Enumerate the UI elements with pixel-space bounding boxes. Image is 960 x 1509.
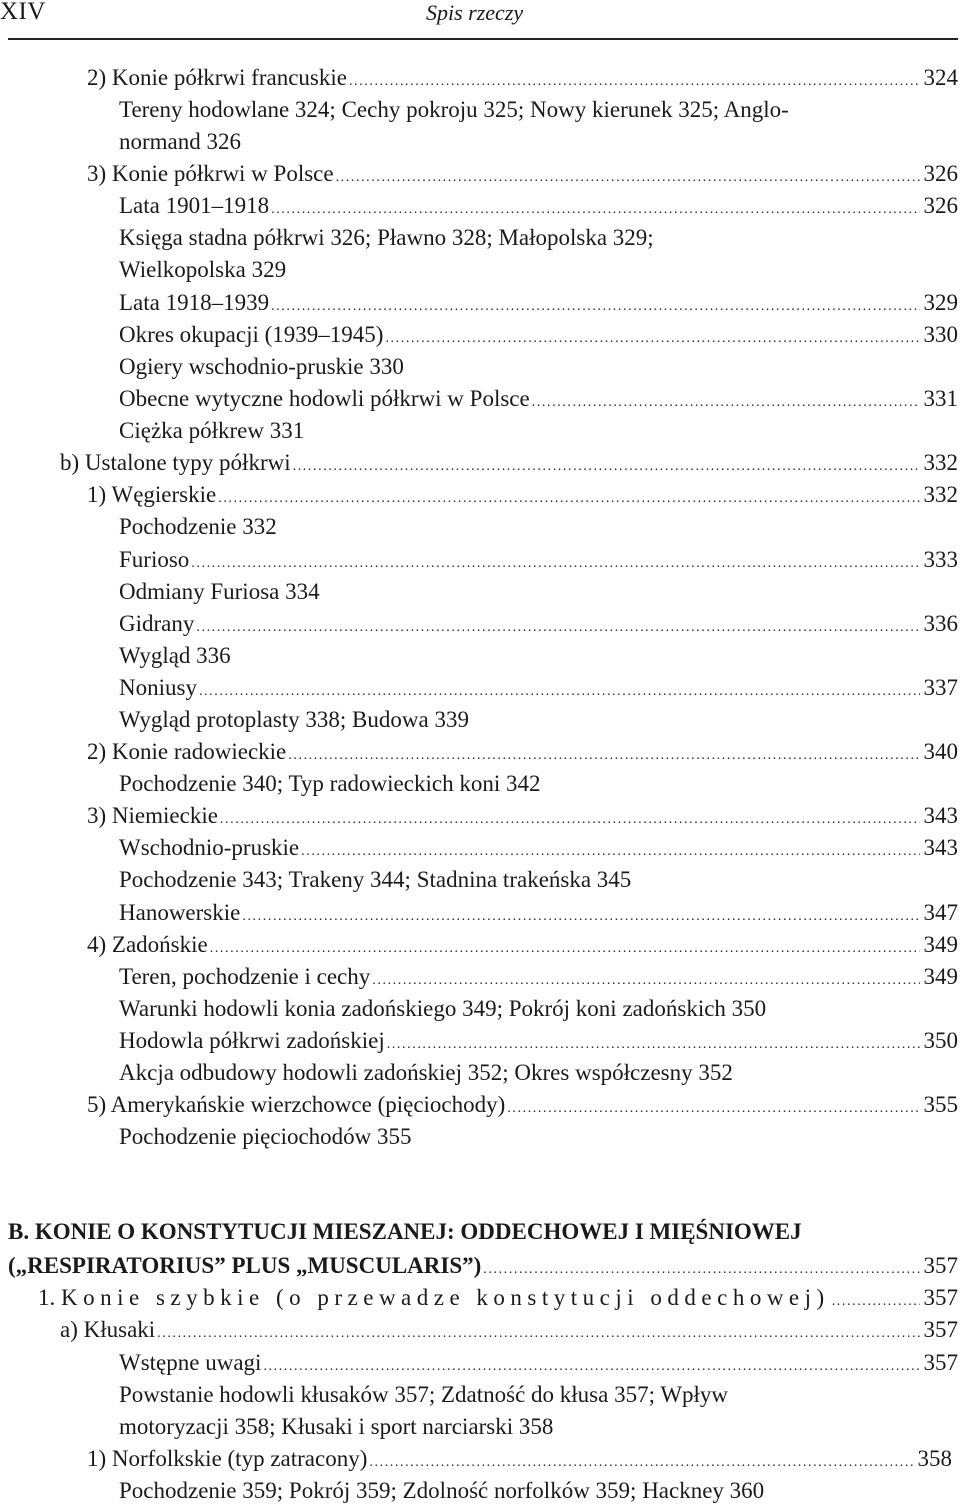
toc-subentry [119, 864, 958, 896]
toc-page-number: 330 [923, 322, 958, 347]
toc-entry-text [38, 1282, 830, 1314]
toc-entry-text: Pochodzenie pięciochodów 355 [119, 1124, 412, 1149]
toc-entry-text: 5) Amerykańskie wierzchowce (pięciochody) [87, 1092, 506, 1117]
toc-entry [119, 608, 958, 640]
toc-page-number: 343 [923, 803, 958, 828]
section-heading-text: („RESPIRATORIUS” PLUS „MUSCULARIS”) [8, 1253, 482, 1278]
toc-subentry [119, 1411, 958, 1443]
toc-entry-text: Pochodzenie 332 [119, 514, 277, 539]
toc-entry-text: Wygląd 336 [119, 643, 231, 668]
toc-entry-text: Wstępne uwagi [119, 1350, 262, 1375]
toc-subentry [119, 1121, 958, 1153]
toc-entry-text: Teren, pochodzenie i cechy [119, 964, 371, 989]
toc-page-number: 347 [923, 900, 958, 925]
toc-subentry [119, 222, 958, 254]
toc-entry [119, 319, 958, 351]
toc-page-number: 355 [923, 1092, 958, 1117]
dot-leader [271, 291, 919, 319]
running-title: Spis rzeczy [426, 0, 524, 25]
dot-leader [271, 194, 919, 222]
toc-entry-text: Powstanie hodowli kłusaków 357; Zdatność do kłusa 357; Wpływ [119, 1382, 729, 1407]
toc-subentry [119, 415, 958, 447]
toc-subentry [119, 640, 958, 672]
chapter-title: Konie szybkie (o przewadze konstytucji oddechowej) [61, 1285, 830, 1310]
dot-leader [196, 612, 919, 640]
toc-entry-text: b) Ustalone typy półkrwi [60, 450, 291, 475]
dot-leader [832, 1286, 920, 1314]
dot-leader [349, 66, 920, 94]
dot-leader [507, 1093, 919, 1121]
toc-entry-text: Wielkopolska 329 [119, 257, 287, 282]
toc-entry [119, 897, 958, 929]
toc-entry-text: Lata 1918–1939 [119, 290, 270, 315]
toc-entry-text: 3) Konie półkrwi w Polsce [87, 161, 334, 186]
toc-subentry [119, 1379, 958, 1411]
toc-entry-text: Pochodzenie 343; Trakeny 344; Stadnina trakeńska 345 [119, 867, 632, 892]
dot-leader [210, 933, 920, 961]
toc-subentry [119, 1475, 958, 1507]
toc-entry-text: Księga stadna półkrwi 326; Pławno 328; Małopolska 329; [119, 225, 654, 250]
toc-page-number: 357 [923, 1350, 958, 1375]
section-heading [8, 1216, 958, 1248]
dot-leader [385, 323, 919, 351]
dot-leader [293, 451, 920, 479]
page-number: XIV [0, 0, 46, 25]
toc-entry [60, 1314, 958, 1346]
toc-entry [87, 736, 958, 768]
toc-chapter-entry [38, 1282, 958, 1314]
header-rule [8, 38, 958, 40]
toc-page-number: 349 [923, 964, 958, 989]
chapter-number: 1. [38, 1285, 56, 1310]
dot-leader [369, 1447, 913, 1475]
toc-entry-text: Wygląd protoplasty 338; Budowa 339 [119, 707, 469, 732]
toc-entry-text: Obecne wytyczne hodowli półkrwi w Polsce [119, 386, 530, 411]
toc-page-number: 357 [923, 1285, 958, 1310]
toc-entry [119, 832, 958, 864]
toc-entry-text: Odmiany Furiosa 334 [119, 579, 320, 604]
dot-leader [263, 1351, 919, 1379]
toc-page-number: 332 [923, 450, 958, 475]
toc-entry-text: Gidrany [119, 611, 195, 636]
toc-entry-text: Hanowerskie [119, 900, 241, 925]
toc-entry-text: 2) Konie radowieckie [87, 739, 287, 764]
toc-entry-text: Ogiery wschodnio-pruskie 330 [119, 354, 404, 379]
toc-entry [119, 961, 958, 993]
toc-entry [87, 479, 958, 511]
dot-leader [483, 1254, 919, 1282]
toc-subentry [119, 511, 958, 543]
toc-entry-text: 1) Norfolkskie (typ zatracony) [87, 1446, 368, 1471]
toc-entry [87, 62, 958, 94]
toc-page-number: 336 [923, 611, 958, 636]
toc-page-number: 329 [923, 290, 958, 315]
toc-page-number: 331 [923, 386, 958, 411]
toc-page-number: 333 [923, 547, 958, 572]
toc-entry-text: a) Kłusaki [60, 1317, 156, 1342]
toc-entry-text: Hodowla półkrwi zadońskiej [119, 1028, 385, 1053]
toc-entry-text: Akcja odbudowy hodowli zadońskiej 352; Okres współczesny 352 [119, 1060, 733, 1085]
toc-page-number: 326 [923, 161, 958, 186]
toc-entry-text: Pochodzenie 359; Pokrój 359; Zdolność norfolków 359; Hackney 360 [119, 1478, 765, 1503]
toc-entry-text: Noniusy [119, 675, 197, 700]
toc-page-number: 350 [923, 1028, 958, 1053]
toc-entry [87, 800, 958, 832]
toc-page-number: 337 [923, 675, 958, 700]
toc-subentry [119, 126, 958, 158]
toc-subentry [119, 1057, 958, 1089]
dot-leader [220, 804, 920, 832]
toc-entry-text: Wschodnio-pruskie [119, 835, 300, 860]
toc-page-number: 340 [923, 739, 958, 764]
toc-page-number: 343 [923, 835, 958, 860]
toc-subentry [119, 254, 958, 286]
toc-page-number: 332 [923, 482, 958, 507]
toc-entry-text: Okres okupacji (1939–1945) [119, 322, 384, 347]
toc-page-number: 349 [923, 932, 958, 957]
toc-entry [87, 158, 958, 190]
toc-entry [119, 383, 958, 415]
toc-subentry [119, 351, 958, 383]
toc-entry [87, 1089, 958, 1121]
dot-leader [336, 162, 920, 190]
dot-leader [532, 387, 920, 415]
toc-entry-text: 2) Konie półkrwi francuskie [87, 65, 347, 90]
toc-entry-text: Ciężka półkrew 331 [119, 418, 305, 443]
toc-page-number: 357 [923, 1253, 958, 1278]
toc-entry [119, 287, 958, 319]
toc-entry [60, 447, 958, 479]
toc-entry [119, 672, 958, 704]
dot-leader [288, 740, 919, 768]
toc-entry-text: Furioso [119, 547, 190, 572]
toc-entry [119, 544, 958, 576]
toc-entry [119, 1347, 958, 1379]
toc-entry-text: 3) Niemieckie [87, 803, 218, 828]
toc-entry-text: Tereny hodowlane 324; Cechy pokroju 325; Nowy kierunek 325; Anglo- [119, 97, 789, 122]
toc-entry-text: Lata 1901–1918 [119, 193, 270, 218]
dot-leader [157, 1318, 919, 1346]
toc-subentry [119, 768, 958, 800]
toc-entry [119, 190, 958, 222]
toc-page-number: 358 [917, 1446, 952, 1471]
toc-subentry [119, 993, 958, 1025]
toc-entry-text: motoryzacji 358; Kłusaki i sport narciarski 358 [119, 1414, 554, 1439]
toc-entry-text: Warunki hodowli konia zadońskiego 349; Pokrój koni zadońskich 350 [119, 996, 767, 1021]
toc-subentry [119, 576, 958, 608]
toc-entry-text: 4) Zadońskie [87, 932, 208, 957]
toc-entry-text: 1) Węgierskie [87, 482, 217, 507]
section-heading-text: B. KONIE O KONSTYTUCJI MIESZANEJ: ODDECHOWEJ I MIĘŚNIOWEJ [8, 1219, 802, 1244]
toc-entry [87, 1443, 952, 1475]
dot-leader [191, 548, 919, 576]
toc-entry-text: Pochodzenie 340; Typ radowieckich koni 342 [119, 771, 541, 796]
dot-leader [387, 1029, 920, 1057]
toc-page-number: 324 [923, 65, 958, 90]
dot-leader [218, 483, 919, 511]
dot-leader [372, 965, 919, 993]
toc-page-number: 357 [923, 1317, 958, 1342]
toc-subentry [119, 704, 958, 736]
dot-leader [301, 836, 919, 864]
dot-leader [242, 901, 919, 929]
dot-leader [199, 676, 920, 704]
toc-entry-text: normand 326 [119, 129, 242, 154]
toc-entry [119, 1025, 958, 1057]
toc-entry [87, 929, 958, 961]
toc-page-number: 326 [923, 193, 958, 218]
toc-subentry [119, 94, 958, 126]
section-heading-continuation [8, 1250, 958, 1282]
